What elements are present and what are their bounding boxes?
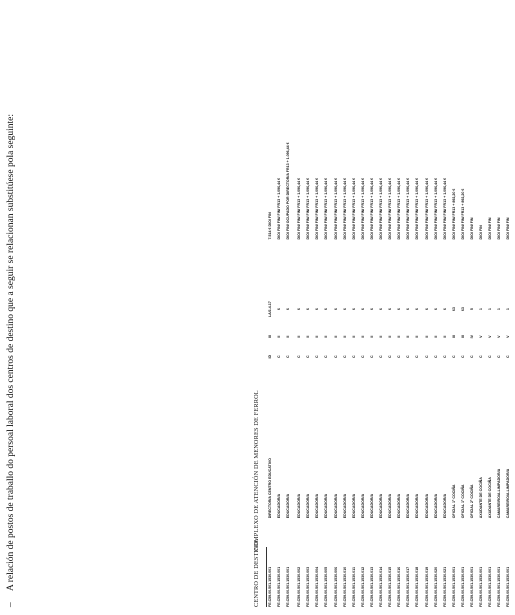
table-row: [479, 7, 488, 607]
category-cell: V: [488, 335, 493, 338]
level-cell: 1: [479, 308, 484, 311]
intro-text: A relación de postos de traballo do persoal laboral dos centros de destino que a seguir se relacionan substitúese pola seguinte:: [6, 114, 16, 591]
post-code-cell: FE.C59.00.501.1530.001: [286, 566, 291, 607]
table-row: [488, 7, 497, 607]
category-cell: III: [460, 335, 465, 339]
post-name-cell: EDUCADOR/A: [306, 493, 311, 519]
post-name-cell: EDUCADOR/A: [379, 493, 384, 519]
category-cell: III: [451, 335, 456, 339]
post-name-cell: EDUCADOR/A: [433, 493, 438, 519]
conditions-cell: DIO/ FIN/ FIN/ FIN/ FR13 + 1.096,44 €: [388, 177, 393, 240]
group-cell: C: [369, 355, 374, 358]
post-name-cell: CAMAREIRO/A-LIMPADOR/A: [497, 468, 502, 519]
conditions-cell: DIO/ FIN/ FIN/ FIN/ FR13 + 1.096,44 €: [369, 177, 374, 240]
category-cell: II: [297, 335, 302, 338]
post-code-cell: FE.C59.00.501.1530.001: [479, 566, 484, 607]
conditions-cell: DIO/ FIN/ FIN: [469, 217, 474, 240]
category-cell: II: [351, 335, 356, 338]
post-name-cell: CAMAREIRO/A-LIMPADOR/A: [506, 468, 511, 519]
post-code-cell: FE.C59.00.501.1530.016: [397, 566, 402, 607]
post-code-cell: FE.C59.00.501.1530.002: [297, 566, 302, 607]
extra-cell: [343, 239, 352, 292]
table-row: [315, 7, 324, 607]
extra-cell: [397, 239, 406, 292]
level-cell: 6: [342, 308, 347, 311]
level-cell: 6: [333, 308, 338, 311]
table-row: [324, 7, 333, 607]
category-cell: II: [306, 335, 311, 338]
conditions-cell: DIO/ FIN: [479, 225, 484, 240]
conditions-cell: DIO/ FIN/ FIN: [488, 217, 493, 240]
post-code-cell: FE.C59.00.501.1530.001: [497, 566, 502, 607]
post-code-cell: FE.C59.00.501.1530.001: [460, 566, 465, 607]
table-row: [370, 7, 379, 607]
group-cell: C: [451, 355, 456, 358]
group-cell: C: [286, 355, 291, 358]
post-name-cell: EDUCADOR/A: [442, 493, 447, 519]
conditions-cell: DIO/ FIN/ OCUPADO POR DIRECTOR/A FR13 + 1.096,44 €: [286, 142, 291, 240]
level-cell: 6: [277, 308, 282, 311]
group-cell: C: [497, 355, 502, 358]
conditions-cell: DIO/ FIN/ FIN/ FIN/ FR13 + 1.096,44 €: [406, 177, 411, 240]
group-cell: C: [315, 355, 320, 358]
table-row: [425, 7, 434, 607]
category-cell: IV: [469, 334, 474, 339]
category-cell: II: [333, 335, 338, 338]
level-cell: 1: [488, 308, 493, 311]
post-name-cell: EDUCADOR/A: [297, 493, 302, 519]
post-name-cell: EDUCADOR/A: [324, 493, 329, 519]
post-code-cell: FE.C59.00.501.1530.010: [342, 566, 347, 607]
level-cell: 6: [442, 308, 447, 311]
conditions-cell: DIO/ FIN/ FIN/ FIN/ FR13 + 1.096,44 €: [351, 177, 356, 240]
post-name-cell: EDUCADOR/A: [415, 493, 420, 519]
posts-table: [268, 7, 515, 607]
post-name-cell: EDUCADOR/A: [333, 493, 338, 519]
category-cell: II: [369, 335, 374, 338]
post-name-cell: EDUCADOR/A: [286, 493, 291, 519]
post-name-cell: EDUCADOR/A: [406, 493, 411, 519]
extra-cell: [268, 239, 277, 292]
extra-cell: [324, 239, 333, 292]
category-cell: V: [479, 335, 484, 338]
table-row: [277, 7, 286, 607]
group-cell: C: [424, 355, 429, 358]
group-cell: C: [351, 355, 356, 358]
table-row: [461, 7, 470, 607]
category-cell: II: [388, 335, 393, 338]
level-cell: 6: [415, 308, 420, 311]
category-cell: II: [379, 335, 384, 338]
level-cell: 6: [406, 308, 411, 311]
extra-cell: [277, 239, 286, 292]
extra-cell: [352, 239, 361, 292]
extra-cell: [406, 239, 415, 292]
intro-paragraph: [6, 7, 16, 607]
post-name-cell: AXUDANTE DE COCIÑA: [488, 477, 493, 519]
post-code-cell: FE.C59.00.501.1530.021: [442, 566, 447, 607]
group-cell: C: [415, 355, 420, 358]
table-row: [379, 7, 388, 607]
post-code-cell: FE.C59.00.501.1530.001: [469, 566, 474, 607]
extra-cell: [334, 239, 343, 292]
table-row: [434, 7, 443, 607]
level-cell: 6: [424, 308, 429, 311]
level-cell: 6: [369, 308, 374, 311]
level-cell: 6: [433, 308, 438, 311]
level-cell: 6: [297, 308, 302, 311]
category-cell: II: [424, 335, 429, 338]
group-cell: C: [469, 355, 474, 358]
post-name-cell: OFICIAL 2ª COCIÑA: [469, 484, 474, 519]
post-name-cell: EDUCADOR/A: [315, 493, 320, 519]
table-row: [361, 7, 370, 607]
level-cell: 1: [497, 308, 502, 311]
post-code-cell: FE.C59.00.501.1530.015: [388, 566, 393, 607]
group-cell: C: [342, 355, 347, 358]
conditions-cell: 7.514 € DIO/ FIN: [268, 212, 272, 240]
category-cell: II: [342, 335, 347, 338]
table-row: [443, 7, 452, 607]
table-row: [286, 7, 297, 607]
level-cell: 63: [451, 307, 456, 312]
extra-cell: [470, 239, 479, 292]
table-row: [388, 7, 397, 607]
table-row: [406, 7, 415, 607]
table-row: [297, 7, 306, 607]
extra-cell: [425, 239, 434, 292]
post-code-cell: FE.C59.00.501.1530.019: [424, 566, 429, 607]
group-cell: ID: [268, 354, 272, 359]
extra-cell: [379, 239, 388, 292]
conditions-cell: DIO/ FIN/ FIN/ FIN/ FR13 + 1.096,44 €: [324, 177, 329, 240]
category-cell: II: [406, 335, 411, 338]
post-code-cell: FE.C59.00.501.1530.018: [415, 566, 420, 607]
category-cell: II: [397, 335, 402, 338]
group-cell: C: [433, 355, 438, 358]
conditions-cell: DIO/ FIN/ FIN/ FR13 + 892,20 €: [460, 188, 465, 240]
group-cell: C: [388, 355, 393, 358]
conditions-cell: DIO/ FIN/ FIN/ FIN/ FR13 + 1.096,44 €: [433, 177, 438, 240]
table-row: [506, 7, 515, 607]
table-row: [415, 7, 424, 607]
group-cell: C: [379, 355, 384, 358]
extra-cell: [461, 239, 470, 292]
level-cell: 6: [397, 308, 402, 311]
post-name-cell: OFICIAL 1ª COCIÑA: [451, 484, 456, 519]
category-cell: V: [497, 335, 502, 338]
group-cell: C: [506, 355, 511, 358]
extra-cell: [306, 239, 315, 292]
table-row: [470, 7, 479, 607]
level-cell: 1: [506, 308, 511, 311]
post-name-cell: EDUCADOR/A: [424, 493, 429, 519]
post-code-cell: FE.C59.00.501.1530.011: [351, 567, 356, 607]
category-cell: II: [324, 335, 329, 338]
group-cell: C: [397, 355, 402, 358]
group-cell: C: [442, 355, 447, 358]
group-cell: C: [360, 355, 365, 358]
table-row: [397, 7, 406, 607]
conditions-cell: DIO/ FIN/ FIN/ FIN/ FR13 + 1.096,44 €: [306, 177, 311, 240]
category-cell: II: [415, 335, 420, 338]
destination-centre-name: COMPLEXO DE ATENCIÓN DE MENORES DE FERROL: [253, 390, 260, 551]
level-cell: 6: [286, 308, 291, 311]
category-cell: II: [286, 335, 291, 338]
group-cell: C: [488, 355, 493, 358]
extra-cell: [497, 239, 506, 292]
conditions-cell: DIO/ FIN/ FIN/ FIN/ FR13 + 1.096,44 €: [297, 177, 302, 240]
table-row: [343, 7, 352, 607]
group-cell: C: [333, 355, 338, 358]
post-code-cell: FE.C59.00.501.1530.012: [360, 566, 365, 607]
conditions-cell: DIO/ FIN/ FIN/ FIN/ FR13 + 1.096,44 €: [315, 177, 320, 240]
category-cell: II: [315, 335, 320, 338]
group-cell: C: [324, 355, 329, 358]
posts-table-body: [268, 7, 515, 607]
extra-cell: [479, 239, 488, 292]
extra-cell: [506, 239, 515, 292]
conditions-cell: DIO/ FIN/ FIN/ FIN/ FR13 + 1.096,44 €: [415, 177, 420, 240]
extra-cell: [415, 239, 424, 292]
intro-dash: –: [6, 602, 16, 607]
conditions-cell: DIO/ FIN/ FIN/ FIN/ FR13 + 1.096,44 €: [442, 177, 447, 240]
level-cell: 6: [388, 308, 393, 311]
destination-label: CENTRO DE DESTINO:: [253, 538, 260, 607]
table-row: [352, 7, 361, 607]
conditions-cell: DIO/ FIN/ FIN: [497, 217, 502, 240]
level-cell: 6: [324, 308, 329, 311]
conditions-cell: DIO/ FIN/ FIN/ FIN/ FR13 + 1.096,44 €: [397, 177, 402, 240]
table-row: [452, 7, 461, 607]
level-cell: 63: [460, 307, 465, 312]
post-name-cell: EDUCADOR/A: [277, 493, 282, 519]
group-cell: C: [277, 355, 282, 358]
post-code-cell: FE.C59.00.501.1530.014: [379, 566, 384, 607]
extra-cell: [297, 239, 306, 292]
post-code-cell: FE.C59.00.501.1530.001: [277, 566, 282, 607]
group-cell: C: [306, 355, 311, 358]
conditions-cell: DIO/ FIN/ FIN/ FIN/ FR13 + 1.096,44 €: [277, 177, 282, 240]
post-code-cell: FE.C59.00.501.1530.003: [306, 566, 311, 607]
post-code-cell: FE.C59.00.501.1530.020: [433, 566, 438, 607]
level-cell: 5: [469, 308, 474, 311]
category-cell: II: [433, 335, 438, 338]
table-row: [268, 7, 277, 607]
post-name-cell: OFICIAL 1ª COCIÑA: [460, 484, 465, 519]
conditions-cell: DIO/ FIN/ FIN/ FIN/ FR13 + 1.096,44 €: [333, 177, 338, 240]
post-code-cell: FE.C59.00.501.1530.001: [451, 566, 456, 607]
extra-cell: [361, 239, 370, 292]
post-code-cell: FE.C59.00.501.1530.001: [506, 566, 511, 607]
extra-cell: [488, 239, 497, 292]
level-cell: LA/1.4.17: [268, 301, 272, 318]
conditions-cell: DIO/ FIN/ FIN/ FIN/ FR13 + 1.096,44 €: [360, 177, 365, 240]
extra-cell: [452, 239, 461, 292]
group-cell: C: [460, 355, 465, 358]
extra-cell: [370, 239, 379, 292]
post-name-cell: DIRECTOR/A CENTRO EDUCATIVO: [268, 458, 272, 519]
level-cell: 6: [360, 308, 365, 311]
post-name-cell: EDUCADOR/A: [342, 493, 347, 519]
extra-cell: [286, 239, 297, 292]
post-name-cell: EDUCADOR/A: [388, 493, 393, 519]
post-code-cell: FE.C59.00.501.1530.001: [488, 566, 493, 607]
post-code-cell: FE.C59.00.501.1530.017: [406, 566, 411, 607]
extra-cell: [434, 239, 443, 292]
post-name-cell: EDUCADOR/A: [369, 493, 374, 519]
extra-cell: [388, 239, 397, 292]
category-cell: II: [442, 335, 447, 338]
post-code-cell: FE.C59.00.501.1530.013: [369, 566, 374, 607]
category-cell: III: [268, 335, 272, 339]
group-cell: C: [406, 355, 411, 358]
conditions-cell: DIO/ FIN/ FIN: [506, 217, 511, 240]
table-row: [306, 7, 315, 607]
header-separator: [266, 547, 267, 607]
extra-cell: [443, 239, 452, 292]
post-name-cell: AXUDANTE DE COCIÑA: [479, 477, 484, 519]
table-row: [334, 7, 343, 607]
destination-header: [253, 7, 265, 607]
conditions-cell: DIO/ FIN/ FIN/ FIN/ FR13 + 1.096,44 €: [379, 177, 384, 240]
level-cell: 6: [315, 308, 320, 311]
post-code-cell: FE.C59.00.501.1530.006: [333, 566, 338, 607]
post-name-cell: EDUCADOR/A: [360, 493, 365, 519]
conditions-cell: DIO/ FIN/ FIN/ FIN/ FR13 + 1.096,44 €: [342, 177, 347, 240]
category-cell: V: [506, 335, 511, 338]
conditions-cell: DIO/ FIN/ FIN/ FR13 + 892,20 €: [451, 188, 456, 240]
post-code-cell: FE.C59.00.501.1530.001: [268, 566, 272, 607]
level-cell: 6: [306, 308, 311, 311]
group-cell: C: [479, 355, 484, 358]
level-cell: 6: [351, 308, 356, 311]
category-cell: II: [360, 335, 365, 338]
table-row: [497, 7, 506, 607]
level-cell: 6: [379, 308, 384, 311]
group-cell: C: [297, 355, 302, 358]
post-code-cell: FE.C59.00.501.1530.004: [315, 566, 320, 607]
conditions-cell: DIO/ FIN/ FIN/ FIN/ FR13 + 1.096,44 €: [424, 177, 429, 240]
category-cell: II: [277, 335, 282, 338]
post-code-cell: FE.C59.00.501.1530.005: [324, 566, 329, 607]
post-name-cell: EDUCADOR/A: [397, 493, 402, 519]
extra-cell: [315, 239, 324, 292]
post-name-cell: EDUCADOR/A: [351, 493, 356, 519]
